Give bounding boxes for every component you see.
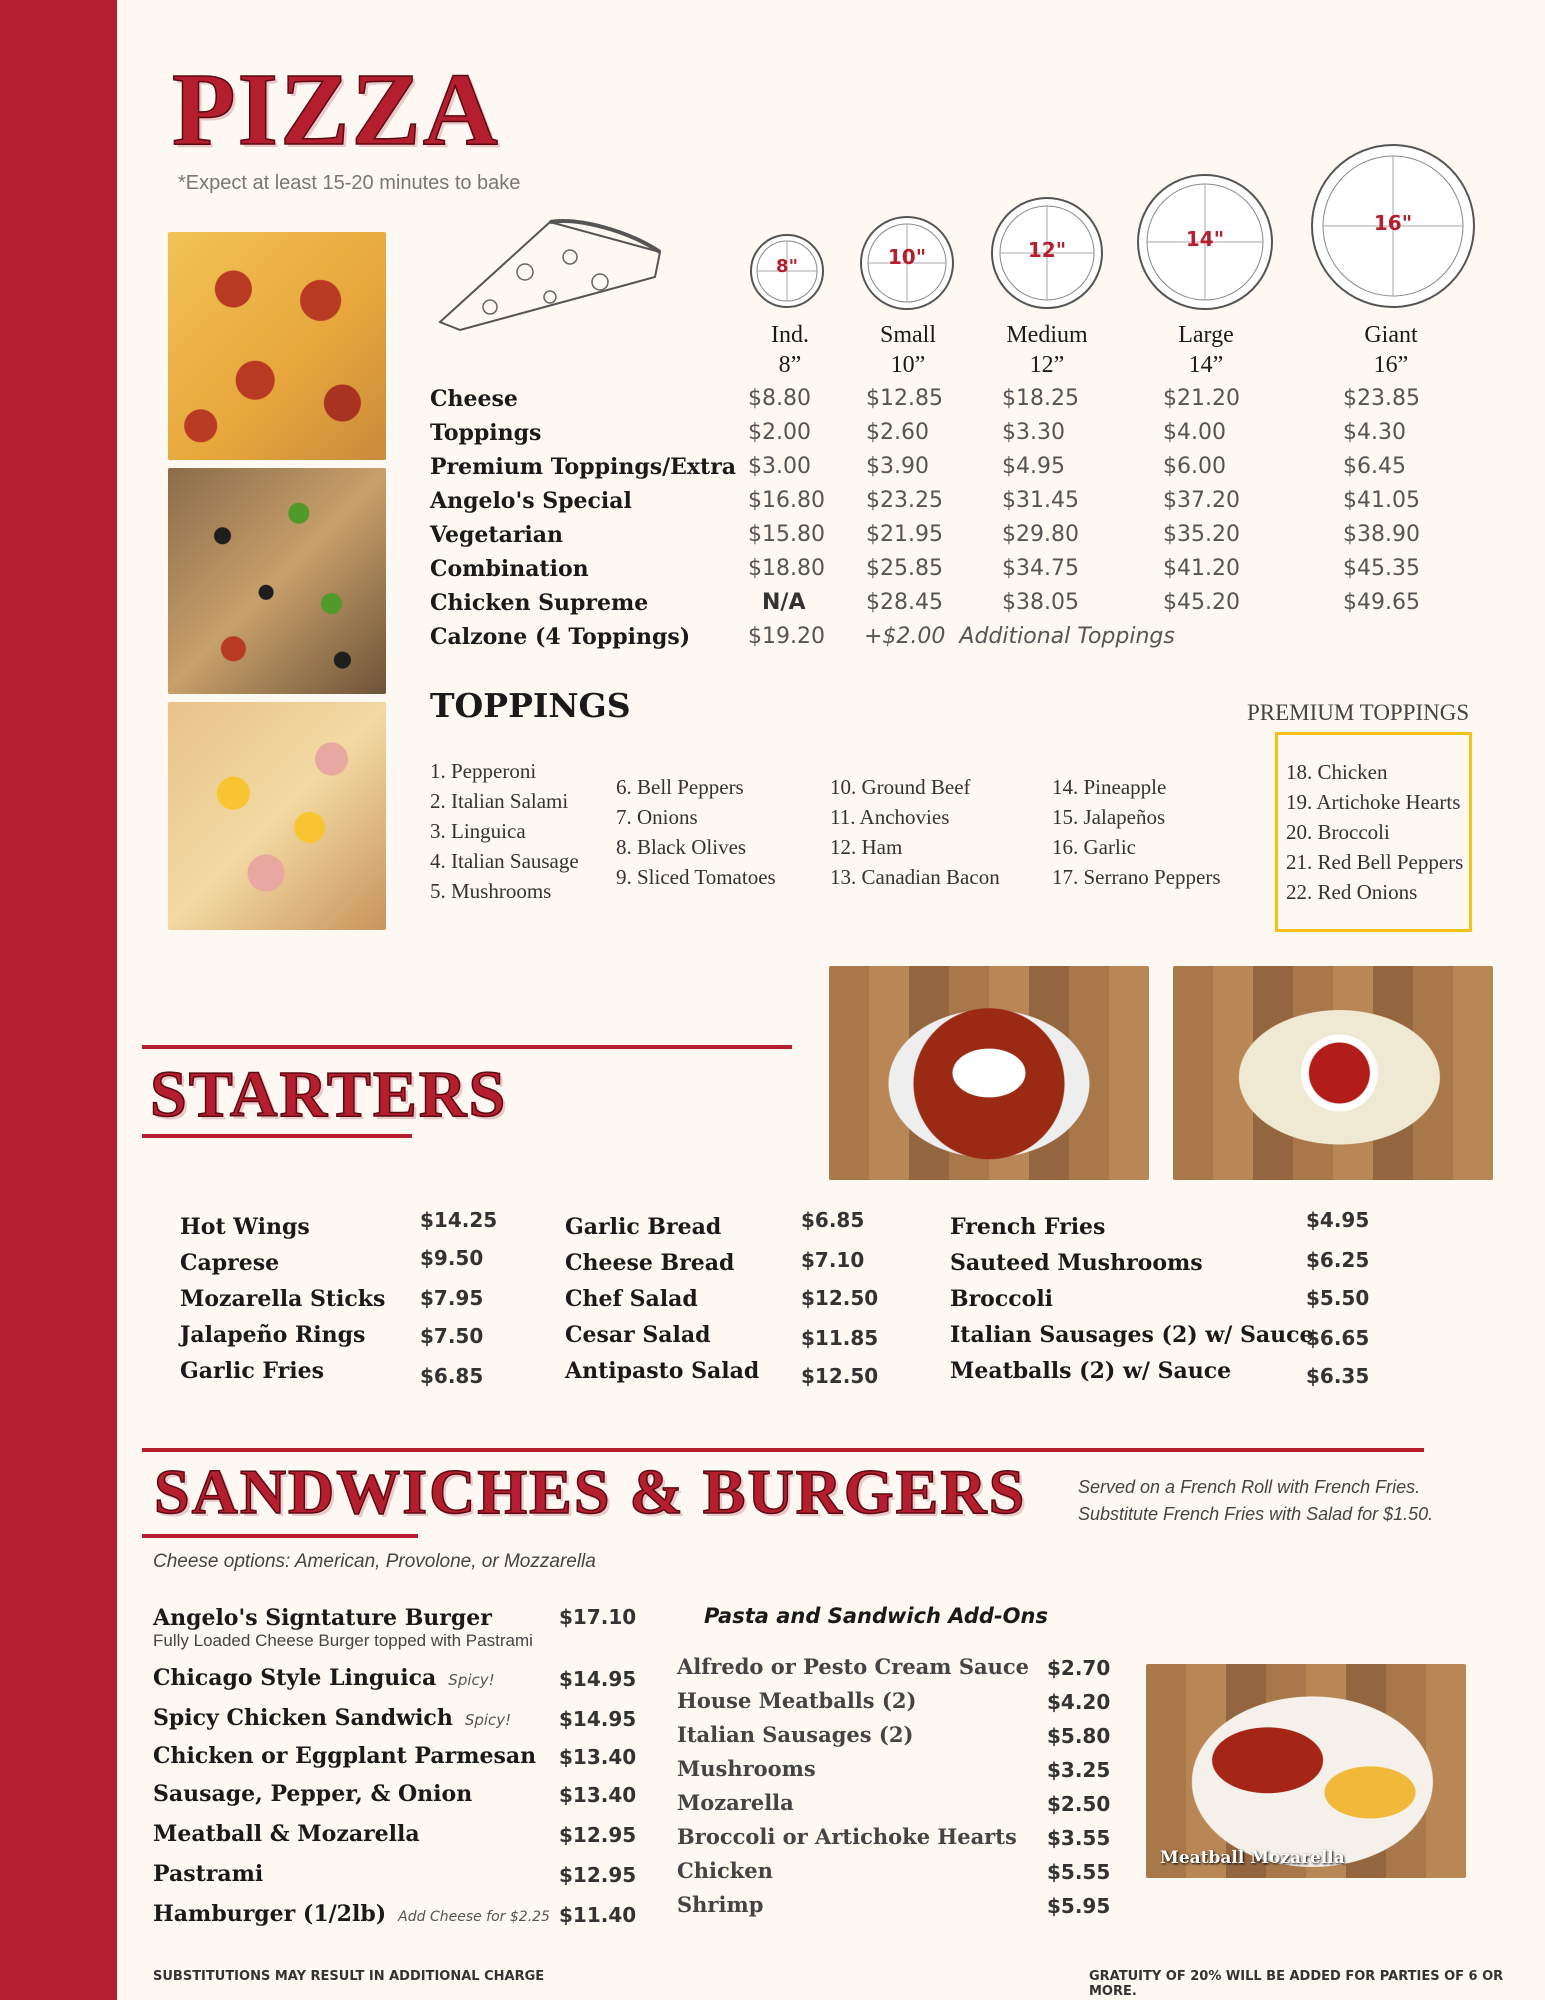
served-note: Served on a French Roll with French Fries. Substitute French Fries with Salad for $1.50. xyxy=(1078,1477,1434,1524)
sandwich-price: $13.40 xyxy=(559,1745,637,1769)
pizza-price: $6.00 xyxy=(1163,454,1226,479)
starter-name: Cesar Salad xyxy=(565,1322,711,1348)
starter-price: $5.50 xyxy=(1306,1286,1370,1310)
pizza-item-name: Toppings xyxy=(430,420,542,446)
pizza-price: $31.45 xyxy=(1002,488,1079,513)
starter-price: $7.95 xyxy=(420,1286,484,1310)
addon-price: $3.25 xyxy=(1047,1758,1111,1782)
sandwich-name: Hamburger (1/2lb) Add Cheese for $2.25 xyxy=(153,1901,550,1927)
pepperoni-pizza-photo xyxy=(168,232,386,460)
hot-wings-photo xyxy=(829,966,1149,1180)
pizza-price: $3.90 xyxy=(866,454,929,479)
addon-name: Mushrooms xyxy=(677,1756,816,1781)
pizza-price: $45.20 xyxy=(1163,590,1240,615)
topping-item: 2. Italian Salami xyxy=(430,789,569,813)
sandwich-price: $14.95 xyxy=(559,1667,637,1691)
addon-name: House Meatballs (2) xyxy=(677,1688,917,1713)
size-badge: 10" xyxy=(887,245,927,269)
pizza-price: $38.90 xyxy=(1343,522,1420,547)
garlic-bread-photo xyxy=(1173,966,1493,1180)
addon-name: Mozarella xyxy=(677,1790,794,1815)
toppings-title: TOPPINGS xyxy=(430,686,631,725)
spicy-note: Spicy! xyxy=(448,1671,495,1689)
hawaiian-pizza-photo xyxy=(168,702,386,930)
starter-price: $4.95 xyxy=(1306,1208,1370,1232)
toppings-list-1 xyxy=(430,756,579,906)
size-icon-14 xyxy=(1136,173,1274,311)
topping-item: 4. Italian Sausage xyxy=(430,849,579,873)
size-icon-10 xyxy=(859,215,955,311)
addon-name: Alfredo or Pesto Cream Sauce xyxy=(677,1654,1030,1679)
starters-bottom-rule xyxy=(142,1134,412,1138)
sandwich-name: Chicken or Eggplant Parmesan xyxy=(153,1743,537,1769)
size-heading-giant: Giant 16” xyxy=(1364,322,1418,378)
starter-price: $6.35 xyxy=(1306,1364,1370,1388)
pizza-price: $25.85 xyxy=(866,556,943,581)
footer-gratuity: GRATUITY OF 20% WILL BE ADDED FOR PARTIES OF 6 OR MORE. xyxy=(1089,1969,1504,1999)
sandwich-price: $12.95 xyxy=(559,1823,637,1847)
pizza-price: $35.20 xyxy=(1163,522,1240,547)
sandwich-price: $11.40 xyxy=(559,1903,637,1927)
topping-item: 12. Ham xyxy=(830,835,903,859)
pizza-price: $29.80 xyxy=(1002,522,1079,547)
premium-topping-item: 18. Chicken xyxy=(1286,760,1388,784)
pizza-item-name: Combination xyxy=(430,556,589,582)
addon-price: $5.80 xyxy=(1047,1724,1111,1748)
size-icon-16 xyxy=(1310,143,1476,309)
pizza-price: $21.95 xyxy=(866,522,943,547)
pizza-item-name: Premium Toppings/Extra xyxy=(430,454,737,480)
pizza-title: PIZZA xyxy=(172,52,500,167)
premium-topping-item: 19. Artichoke Hearts xyxy=(1286,790,1461,814)
topping-item: 9. Sliced Tomatoes xyxy=(616,865,776,889)
pizza-price: $19.20 xyxy=(748,624,825,649)
pizza-price: $6.45 xyxy=(1343,454,1406,479)
topping-item: 11. Anchovies xyxy=(830,805,950,829)
pizza-price: $3.30 xyxy=(1002,420,1065,445)
topping-item: 3. Linguica xyxy=(430,819,526,843)
starter-price: $9.50 xyxy=(420,1246,484,1270)
starter-name: Garlic Bread xyxy=(565,1214,722,1240)
sandwich-name: Pastrami xyxy=(153,1861,264,1887)
pizza-price: $4.95 xyxy=(1002,454,1065,479)
size-icon-8 xyxy=(749,233,825,309)
meatball-mozarella-photo xyxy=(1146,1664,1466,1878)
starter-name: French Fries xyxy=(950,1214,1106,1240)
calzone-extra-toppings: +$2.00 Additional Toppings xyxy=(864,624,1175,649)
starters-title: STARTERS xyxy=(150,1058,508,1131)
size-badge: 8" xyxy=(776,256,798,277)
pizza-item-name: Cheese xyxy=(430,386,518,412)
pizza-slice-drawing xyxy=(430,212,670,342)
sandwich-name: Meatball & Mozarella xyxy=(153,1821,420,1847)
topping-item: 10. Ground Beef xyxy=(830,775,971,799)
addons-title: Pasta and Sandwich Add-Ons xyxy=(704,1604,1048,1628)
sandwich-name: Spicy Chicken Sandwich Spicy! xyxy=(153,1705,512,1731)
pizza-price: $8.80 xyxy=(748,386,811,411)
pizza-price: $41.20 xyxy=(1163,556,1240,581)
size-icon-12 xyxy=(990,196,1104,310)
sandwiches-title: SANDWICHES & BURGERS xyxy=(154,1456,1027,1527)
sandwich-name: Chicago Style Linguica Spicy! xyxy=(153,1665,495,1691)
pizza-price: $45.35 xyxy=(1343,556,1420,581)
bake-time-note: *Expect at least 15-20 minutes to bake xyxy=(178,172,521,194)
toppings-list-3 xyxy=(830,772,1000,892)
starter-price: $6.85 xyxy=(420,1364,484,1388)
starter-name: Broccoli xyxy=(950,1286,1054,1312)
pizza-price: $23.25 xyxy=(866,488,943,513)
pizza-price: $18.80 xyxy=(748,556,825,581)
topping-item: 13. Canadian Bacon xyxy=(830,865,1000,889)
pizza-item-name: Vegetarian xyxy=(430,522,564,548)
premium-topping-item: 20. Broccoli xyxy=(1286,820,1390,844)
starter-price: $6.25 xyxy=(1306,1248,1370,1272)
left-accent-bar xyxy=(0,0,117,2000)
topping-item: 17. Serrano Peppers xyxy=(1052,865,1221,889)
topping-item: 7. Onions xyxy=(616,805,698,829)
sandwich-price: $17.10 xyxy=(559,1605,637,1629)
starter-price: $6.65 xyxy=(1306,1326,1370,1350)
sandwich-price: $12.95 xyxy=(559,1863,637,1887)
size-badge: 12" xyxy=(1027,238,1067,262)
sandwich-name: Angelo's Signtature Burger xyxy=(153,1605,492,1631)
pizza-price: $3.00 xyxy=(748,454,811,479)
pizza-price: $2.60 xyxy=(866,420,929,445)
starter-name: Hot Wings xyxy=(180,1214,310,1240)
toppings-list-2 xyxy=(616,772,776,892)
topping-item: 16. Garlic xyxy=(1052,835,1136,859)
starter-price: $12.50 xyxy=(801,1364,879,1388)
pizza-price: $4.30 xyxy=(1343,420,1406,445)
cheese-options-note: Cheese options: American, Provolone, or Mozzarella xyxy=(153,1551,596,1572)
sandwich-name: Sausage, Pepper, & Onion xyxy=(153,1781,473,1807)
addon-name: Chicken xyxy=(677,1858,773,1883)
pizza-price: $41.05 xyxy=(1343,488,1420,513)
premium-topping-item: 22. Red Onions xyxy=(1286,880,1418,904)
premium-toppings-title: PREMIUM TOPPINGS xyxy=(1247,700,1470,725)
starter-price: $7.50 xyxy=(420,1324,484,1348)
photo-caption: Meatball Mozarella xyxy=(1160,1848,1345,1868)
premium-toppings-list xyxy=(1286,757,1463,907)
starter-price: $14.25 xyxy=(420,1208,498,1232)
pizza-price: $37.20 xyxy=(1163,488,1240,513)
starter-price: $6.85 xyxy=(801,1208,865,1232)
pizza-item-name: Calzone (4 Toppings) xyxy=(430,624,691,650)
pizza-price: $4.00 xyxy=(1163,420,1226,445)
pizza-price: $12.85 xyxy=(866,386,943,411)
starters-top-rule xyxy=(142,1045,792,1049)
addon-price: $3.55 xyxy=(1047,1826,1111,1850)
addon-name: Broccoli or Artichoke Hearts xyxy=(677,1824,1017,1849)
starter-price: $12.50 xyxy=(801,1286,879,1310)
size-heading-large: Large 14” xyxy=(1178,322,1234,378)
toppings-list-4 xyxy=(1052,772,1221,892)
pizza-price: $49.65 xyxy=(1343,590,1420,615)
pizza-price: $2.00 xyxy=(748,420,811,445)
footer-substitutions: SUBSTITUTIONS MAY RESULT IN ADDITIONAL CHARGE xyxy=(153,1969,545,1984)
starter-name: Garlic Fries xyxy=(180,1358,324,1384)
starter-name: Sauteed Mushrooms xyxy=(950,1250,1203,1276)
starter-name: Antipasto Salad xyxy=(565,1358,760,1384)
addon-price: $4.20 xyxy=(1047,1690,1111,1714)
size-heading-small: Small 10” xyxy=(879,322,936,378)
starter-name: Meatballs (2) w/ Sauce xyxy=(950,1358,1232,1384)
topping-item: 15. Jalapeños xyxy=(1052,805,1166,829)
size-heading-medium: Medium 12” xyxy=(1006,322,1088,378)
add-cheese-note: Add Cheese for $2.25 xyxy=(398,1909,550,1925)
starter-name: Italian Sausages (2) w/ Sauce xyxy=(950,1322,1314,1348)
addon-price: $5.55 xyxy=(1047,1860,1111,1884)
addon-price: $5.95 xyxy=(1047,1894,1111,1918)
size-badge: 16" xyxy=(1373,211,1413,235)
pizza-price: $16.80 xyxy=(748,488,825,513)
starter-name: Cheese Bread xyxy=(565,1250,735,1276)
starter-price: $11.85 xyxy=(801,1326,879,1350)
sandwiches-top-rule xyxy=(142,1448,1424,1452)
size-badge: 14" xyxy=(1185,227,1225,251)
topping-item: 1. Pepperoni xyxy=(430,759,537,783)
topping-item: 14. Pineapple xyxy=(1052,775,1167,799)
addon-name: Shrimp xyxy=(677,1892,764,1917)
pizza-price: $23.85 xyxy=(1343,386,1420,411)
topping-item: 5. Mushrooms xyxy=(430,879,552,903)
starter-price: $7.10 xyxy=(801,1248,865,1272)
starter-name: Chef Salad xyxy=(565,1286,698,1312)
spicy-note: Spicy! xyxy=(464,1711,512,1729)
pizza-price: $15.80 xyxy=(748,522,825,547)
pizza-price: N/A xyxy=(762,590,806,615)
sandwich-description: Fully Loaded Cheese Burger topped with Pastrami xyxy=(153,1631,533,1650)
topping-item: 6. Bell Peppers xyxy=(616,775,744,799)
addon-price: $2.70 xyxy=(1047,1656,1111,1680)
pizza-price: $21.20 xyxy=(1163,386,1240,411)
starter-name: Jalapeño Rings xyxy=(180,1322,366,1348)
premium-toppings-box xyxy=(1275,732,1472,932)
combination-pizza-photo xyxy=(168,468,386,694)
pizza-item-name: Angelo's Special xyxy=(430,488,632,514)
starter-name: Mozarella Sticks xyxy=(180,1286,386,1312)
pizza-price: $28.45 xyxy=(866,590,943,615)
pizza-item-name: Chicken Supreme xyxy=(430,590,649,616)
pizza-price: $18.25 xyxy=(1002,386,1079,411)
sandwich-price: $13.40 xyxy=(559,1783,637,1807)
size-heading-ind: Ind. 8” xyxy=(771,322,809,378)
pizza-price: $34.75 xyxy=(1002,556,1079,581)
addon-price: $2.50 xyxy=(1047,1792,1111,1816)
topping-item: 8. Black Olives xyxy=(616,835,747,859)
starter-name: Caprese xyxy=(180,1250,280,1276)
premium-topping-item: 21. Red Bell Peppers xyxy=(1286,850,1464,874)
sandwiches-bottom-rule xyxy=(142,1534,418,1538)
pizza-price: $38.05 xyxy=(1002,590,1079,615)
sandwich-price: $14.95 xyxy=(559,1707,637,1731)
addon-name: Italian Sausages (2) xyxy=(677,1722,914,1747)
